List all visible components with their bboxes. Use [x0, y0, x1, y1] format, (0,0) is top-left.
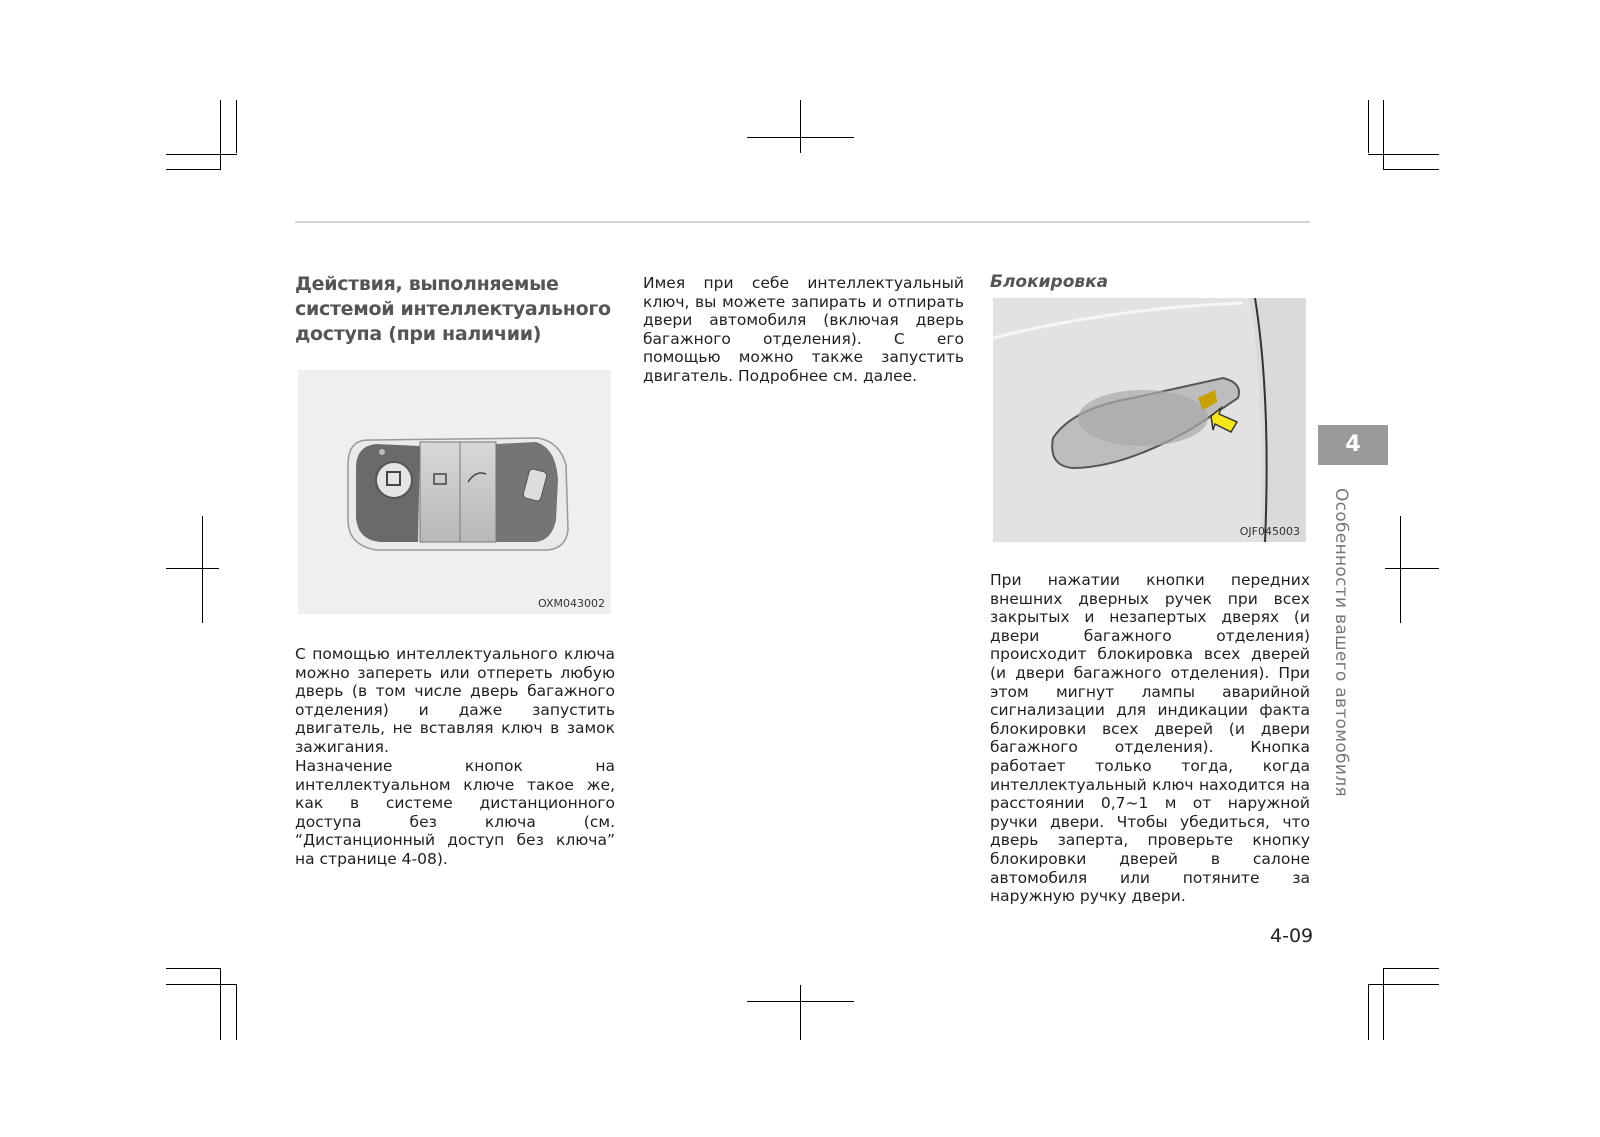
chapter-title-vertical: Особенности вашего автомобиля	[1331, 488, 1351, 797]
page-number: 4-09	[1270, 925, 1314, 947]
chapter-tab: 4	[1318, 425, 1388, 465]
smart-key-figure	[298, 370, 611, 614]
smart-key-illustration	[298, 370, 611, 614]
left-paragraph-2: Назначение кнопок на интеллектуальном ключе такое же, как в системе дистанционного доступа без ключа (см. “Дистанционный доступ без ключа” на странице 4-08).	[295, 757, 615, 868]
left-paragraph-1: С помощью интеллектуального ключа можно запереть или отпереть любую дверь (в том числе дверь багажного отделения) и даже запустить двигатель, не вставляя ключ в замок зажигания.	[295, 645, 615, 756]
middle-paragraph-1: Имея при себе интеллектуальный ключ, вы можете запирать и отпирать двери автомобиля (включая дверь багажного отделения). С его помощью можно также запустить двигатель. Подробнее см. далее.	[643, 274, 964, 385]
figure-code: OJF045003	[1239, 525, 1300, 538]
right-paragraph-1: При нажатии кнопки передних внешних дверных ручек при всех закрытых и незапертых дверях (и двери багажного отделения) происходит блокировка всех дверей (и двери багажного отделения). При этом мигнут лампы аварийной сигнализации для индикации факта блокировки всех дверей (и двери багажного отделения). Кнопка работает только тогда, когда интеллектуальный ключ находится на расстоянии 0,7~1 м от наружной ручки двери. Чтобы убедиться, что дверь заперта, проверьте кнопку блокировки дверей в салоне автомобиля или потяните за наружную ручку двери.	[990, 571, 1310, 906]
door-handle-illustration	[993, 298, 1306, 542]
locking-heading: Блокировка	[990, 272, 1109, 292]
figure-code: OXM043002	[538, 597, 605, 610]
section-title: Действия, выполняемые системой интеллектуального доступа (при наличии)	[295, 273, 611, 345]
door-handle-figure	[993, 298, 1306, 542]
header-rule	[295, 221, 1310, 223]
